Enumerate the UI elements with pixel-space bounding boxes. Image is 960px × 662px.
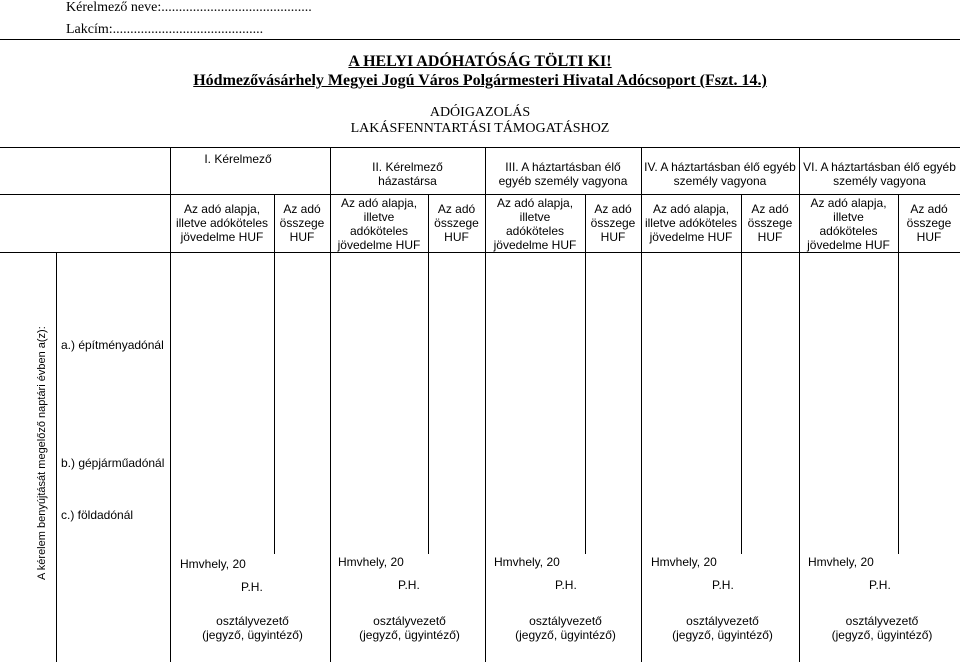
- column-4-base-header: Az adó alapja, illetve adóköteles jövedelme HUF: [644, 202, 738, 244]
- column-1-place-date: Hmvhely, 20: [180, 557, 246, 571]
- column-2-base-header: Az adó alapja, illetve adóköteles jövedelme HUF: [337, 196, 421, 252]
- document-title-2: LAKÁSFENNTARTÁSI TÁMOGATÁSHOZ: [350, 121, 610, 136]
- column-2-split: [428, 194, 429, 554]
- column-5-stamp-label: P.H.: [869, 578, 891, 592]
- authority-notice: A HELYI ADÓHATÓSÁG TÖLTI KI!: [348, 53, 612, 70]
- row-label-building-tax: a.) építményadónál: [61, 338, 164, 352]
- column-1-signature: osztályvezető (jegyző, ügyintéző): [202, 614, 303, 642]
- column-4-place-date: Hmvhely, 20: [651, 555, 717, 569]
- top-divider: [0, 39, 960, 40]
- column-3-split: [585, 194, 586, 554]
- row-label-land-tax: c.) földadónál: [61, 508, 134, 522]
- column-5-split: [898, 194, 899, 554]
- column-1-title: I. Kérelmező: [204, 152, 272, 166]
- column-4-stamp-label: P.H.: [712, 578, 734, 592]
- column-4-amount-header: Az adó összege HUF: [747, 202, 793, 244]
- table-top-border: [0, 147, 960, 148]
- column-1-stamp-label: P.H.: [241, 580, 263, 594]
- column-4-title: IV. A háztartásban élő egyéb személy vagyona: [644, 160, 796, 188]
- column-1-split: [274, 194, 275, 554]
- column-2-amount-header: Az adó összege HUF: [434, 202, 479, 244]
- column-2-stamp-label: P.H.: [398, 578, 420, 592]
- column-5-base-header: Az adó alapja, illetve adóköteles jövedelme HUF: [807, 196, 890, 252]
- column-2-signature: osztályvezető (jegyző, ügyintéző): [359, 614, 460, 642]
- table-title-row-border: [0, 194, 960, 195]
- column-5-title: VI. A háztartásban élő egyéb személy vagyona: [803, 160, 956, 188]
- document-title-1: ADÓIGAZOLÁS: [429, 105, 531, 120]
- column-3-signature: osztályvezető (jegyző, ügyintéző): [515, 614, 616, 642]
- column-3-title: III. A háztartásban élő egyéb személy vagyona: [498, 160, 628, 188]
- authority-office: Hódmezővásárhely Megyei Jogú Város Polgármesteri Hivatal Adócsoport (Fszt. 14.): [193, 72, 767, 89]
- column-5-place-date: Hmvhely, 20: [808, 555, 874, 569]
- row-label-vehicle-tax: b.) gépjárműadónál: [61, 456, 165, 470]
- column-1-amount-header: Az adó összege HUF: [279, 202, 325, 244]
- applicant-address-label: Lakcím:...........................................: [66, 22, 264, 37]
- applicant-name-label: Kérelmező neve:...........................................: [66, 0, 312, 15]
- column-3-base-header: Az adó alapja, illetve adóköteles jövedelme HUF: [493, 196, 577, 252]
- column-4-signature: osztályvezető (jegyző, ügyintéző): [672, 614, 773, 642]
- side-column-border: [56, 252, 57, 662]
- column-5-amount-header: Az adó összege HUF: [906, 202, 952, 244]
- column-4-split: [741, 194, 742, 554]
- column-1-base-header: Az adó alapja, illetve adóköteles jövedelme HUF: [175, 202, 269, 244]
- column-2-place-date: Hmvhely, 20: [338, 555, 404, 569]
- column-3-stamp-label: P.H.: [555, 578, 577, 592]
- column-5-signature: osztályvezető (jegyző, ügyintéző): [831, 614, 933, 642]
- column-3-place-date: Hmvhely, 20: [494, 555, 560, 569]
- column-3-amount-header: Az adó összege HUF: [590, 202, 636, 244]
- column-2-title: II. Kérelmező házastársa: [372, 160, 443, 188]
- table-header-row-border: [0, 252, 960, 253]
- side-period-label: A kérelem benyújtását megelőző naptári évben a(z):: [36, 326, 48, 580]
